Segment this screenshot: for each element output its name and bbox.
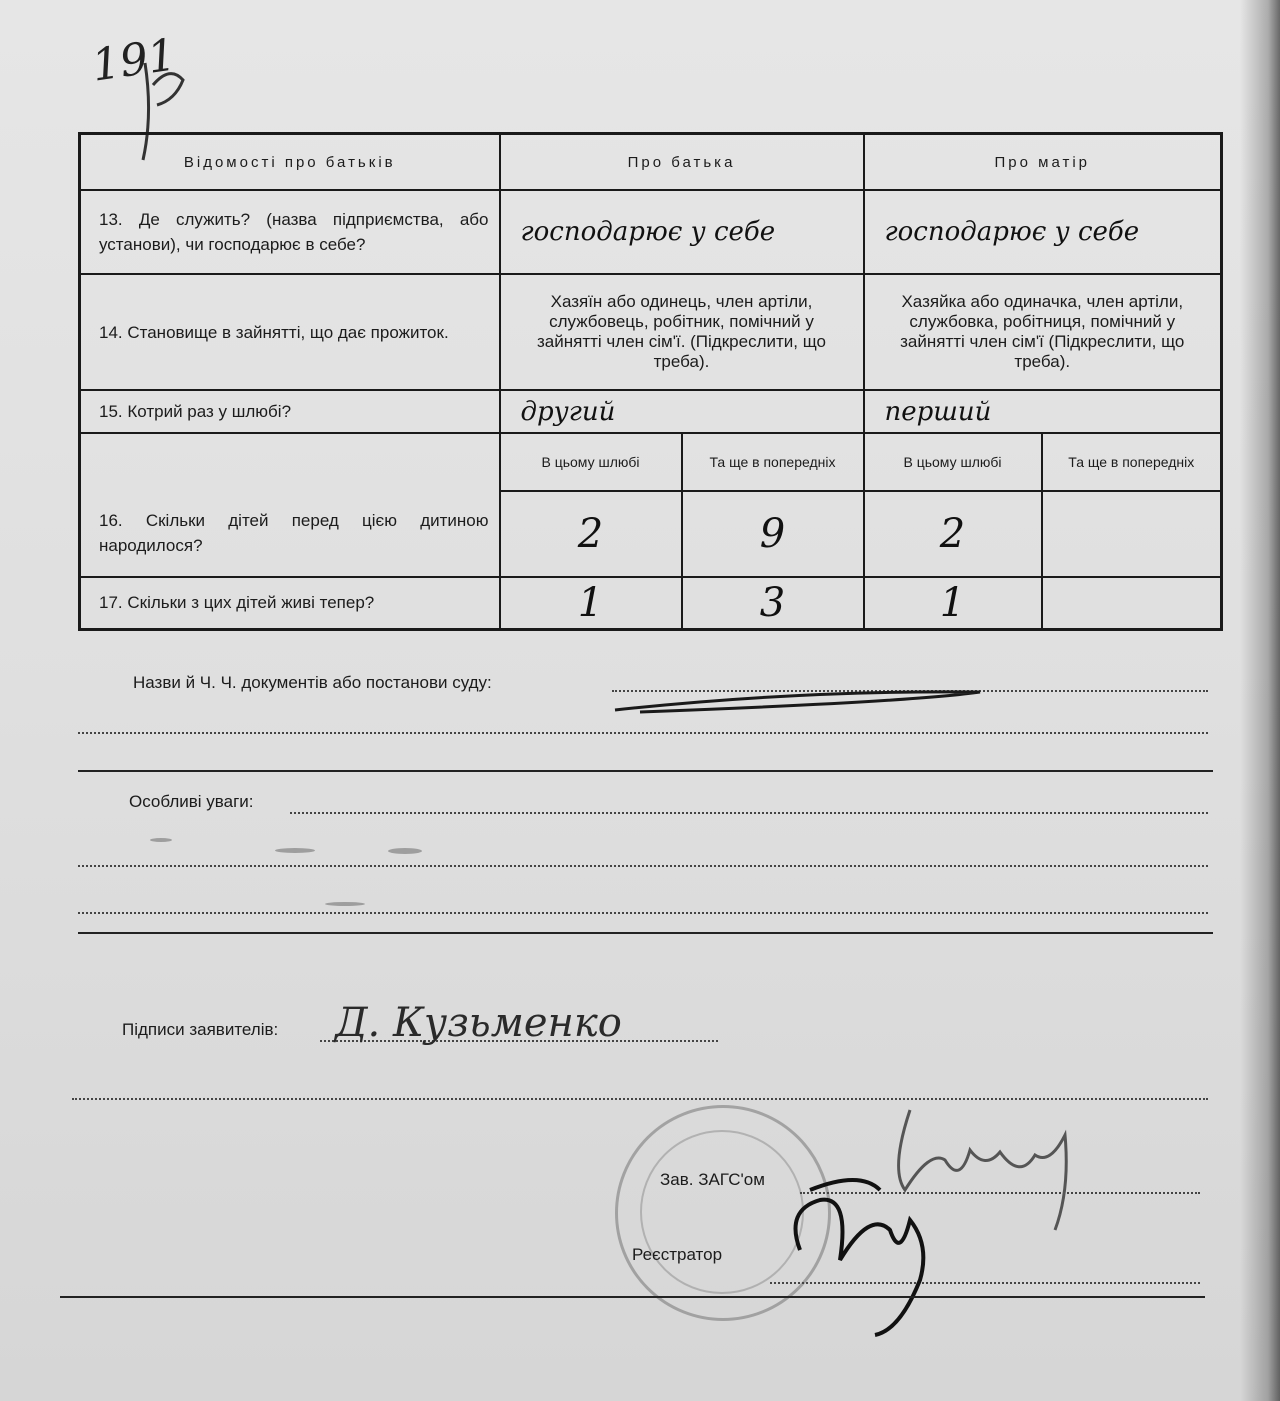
header-parents-info: Відомості про батьків bbox=[80, 134, 500, 191]
documents-line-2 bbox=[78, 732, 1208, 734]
table-row-14 bbox=[80, 274, 1222, 390]
answer-16-mother-this: 2 bbox=[864, 491, 1042, 577]
answer-15-father: другий bbox=[500, 390, 864, 433]
question-17: 17. Скільки з цих дітей живі тепер? bbox=[80, 577, 500, 629]
subheader-father-previous: Та ще в попередніх bbox=[682, 433, 864, 491]
remarks-rule bbox=[78, 932, 1213, 934]
ink-smudge-icon bbox=[275, 848, 315, 853]
answer-17-mother-this: 1 bbox=[864, 577, 1042, 629]
subheader-father-this: В цьому шлюбі bbox=[500, 433, 682, 491]
table-row-15 bbox=[80, 390, 1222, 433]
answer-13-mother: господарює у себе bbox=[864, 190, 1222, 274]
remarks-line-1 bbox=[290, 812, 1208, 814]
answer-17-father-this: 1 bbox=[500, 577, 682, 629]
bottom-rule bbox=[60, 1296, 1205, 1298]
parents-info-table bbox=[78, 132, 1223, 631]
question-16: 16. Скільки дітей перед цією дитиною народилося? bbox=[80, 433, 500, 577]
applicant-signature: Д. Кузьменко bbox=[335, 1000, 622, 1046]
ink-smudge-icon bbox=[325, 902, 365, 906]
answer-16-father-previous: 9 bbox=[682, 491, 864, 577]
page-edge-shadow bbox=[1240, 0, 1280, 1401]
options-14-mother: Хазяйка або одиначка, член артіли, службовка, робітниця, помічний у зайнятті член сім'ї (Підкреслити, що треба). bbox=[864, 274, 1222, 390]
answer-13-father: господарює у себе bbox=[500, 190, 864, 274]
subheader-mother-this: В цьому шлюбі bbox=[864, 433, 1042, 491]
table-header-row bbox=[80, 134, 1222, 191]
question-13: 13. Де служить? (назва підприємства, або установи), чи господарює в себе? bbox=[80, 190, 500, 274]
remarks-label: Особливі уваги: bbox=[129, 792, 254, 811]
answer-15-mother: перший bbox=[864, 390, 1222, 433]
archive-page-number: 191 bbox=[88, 29, 180, 92]
head-registry-label: Зав. ЗАГС'ом bbox=[660, 1170, 765, 1189]
question-15: 15. Котрий раз у шлюбі? bbox=[80, 390, 500, 433]
ink-smudge-icon bbox=[388, 848, 422, 854]
registrar-label: Реєстратор bbox=[632, 1245, 723, 1264]
question-14: 14. Становище в зайнятті, що дає прожиток. bbox=[80, 274, 500, 390]
registrar-signature-icon bbox=[780, 1150, 960, 1340]
documents-strike-icon bbox=[610, 680, 990, 720]
answer-17-mother-previous bbox=[1042, 577, 1222, 629]
documents-label: Назви й Ч. Ч. документів або постанови суду: bbox=[133, 673, 492, 692]
signatures-label: Підписи заявителів: bbox=[122, 1020, 279, 1039]
subheader-mother-previous: Та ще в попередніх bbox=[1042, 433, 1222, 491]
answer-16-mother-previous bbox=[1042, 491, 1222, 577]
table-row-17 bbox=[80, 577, 1222, 629]
ink-smudge-icon bbox=[150, 838, 172, 842]
remarks-line-2 bbox=[78, 865, 1208, 867]
header-mother: Про матір bbox=[864, 134, 1222, 191]
documents-rule bbox=[78, 770, 1213, 772]
remarks-line-3 bbox=[78, 912, 1208, 914]
table-row-13 bbox=[80, 190, 1222, 274]
options-14-father: Хазяїн або одинець, член артіли, службовець, робітник, помічний у зайнятті член сім'ї. (Підкреслити, що треба). bbox=[500, 274, 864, 390]
header-father: Про батька bbox=[500, 134, 864, 191]
answer-17-father-previous: 3 bbox=[682, 577, 864, 629]
answer-16-father-this: 2 bbox=[500, 491, 682, 577]
table-subheader-row bbox=[80, 433, 1222, 491]
